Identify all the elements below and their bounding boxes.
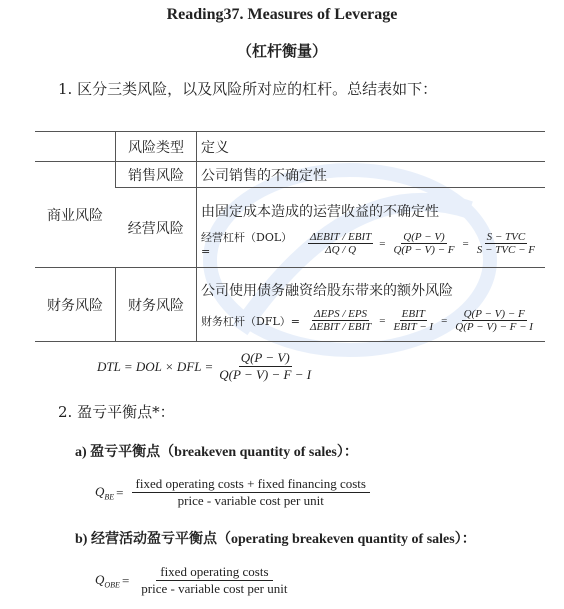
qobe-num: fixed operating costs	[156, 564, 272, 581]
dfl-f3-num: Q(P − V) − F	[463, 308, 525, 320]
financial-risk-type-cell: 财务风险	[116, 268, 197, 342]
business-risk-cell: 商业风险	[35, 162, 116, 268]
subheading-a-en: breakeven quantity of sales	[174, 445, 337, 460]
dfl-fraction-3	[453, 308, 535, 333]
qobe-symbol	[95, 572, 120, 590]
dtl-formula	[97, 350, 317, 383]
dfl-formula	[201, 308, 541, 333]
equals-sign: =	[462, 237, 469, 250]
table-cell-empty	[35, 132, 116, 162]
dfl-fraction-2	[391, 308, 435, 333]
dol-f3-den: S − TVC − F	[476, 244, 535, 256]
dfl-f1-den: ΔEBIT / EBIT	[309, 321, 372, 333]
dol-f2-num: Q(P − V)	[403, 231, 445, 243]
dol-fraction-3	[475, 231, 537, 256]
operating-definition-cell	[197, 188, 546, 268]
equals-sign: =	[441, 314, 448, 327]
qbe-sub: BE	[104, 492, 115, 502]
subheading-a-end: ）：	[336, 445, 358, 460]
dtl-lhs: DTL = DOL × DFL =	[97, 358, 214, 374]
subheading-a-zh: a) 盈亏平衡点（	[75, 445, 175, 460]
qobe-equals: =	[121, 572, 130, 588]
dol-fraction-2	[391, 231, 456, 256]
qobe-formula	[95, 564, 291, 597]
section-1-heading: 1. 区分三类风险，以及风险所对应的杠杆。总结表如下：	[58, 80, 438, 98]
equals-sign: =	[379, 314, 386, 327]
dol-f1-num: ΔEBIT / EBIT	[309, 231, 372, 243]
financial-definition-text: 公司使用债务融资给股东带来的额外风险	[201, 283, 453, 299]
table-row	[35, 268, 545, 342]
financial-definition-cell	[197, 268, 546, 342]
dfl-f2-den: EBIT − I	[393, 321, 434, 333]
qbe-equals: =	[116, 484, 124, 500]
qbe-fraction	[132, 476, 370, 509]
dfl-fraction-1	[308, 308, 373, 333]
operating-risk-cell: 经营风险	[116, 188, 197, 268]
section-2-heading: 2. 盈亏平衡点*：	[58, 403, 175, 421]
header-risk-type: 风险类型	[116, 132, 197, 162]
document-subtitle: （杠杆衡量）	[236, 42, 327, 60]
qbe-symbol	[95, 484, 114, 502]
subheading-a	[75, 441, 358, 461]
qobe-fraction	[137, 564, 291, 597]
dtl-fraction	[217, 350, 313, 383]
risk-leverage-table	[35, 131, 545, 342]
dfl-f1-num: ΔEPS / EPS	[314, 308, 368, 320]
subheading-b-zh: b) 经营活动盈亏平衡点（	[75, 532, 231, 547]
dol-label: 经营杠杆（DOL）=	[201, 231, 293, 258]
dol-formula	[201, 229, 541, 258]
dfl-f2-num: EBIT	[401, 308, 425, 320]
sales-risk-cell: 销售风险	[116, 162, 197, 188]
table-row	[35, 162, 545, 188]
qbe-q: Q	[95, 483, 105, 499]
qobe-den: price - variable cost per unit	[141, 581, 288, 596]
subheading-b	[75, 528, 476, 548]
qbe-den: price - variable cost per unit	[177, 493, 324, 508]
dol-f1-den: ΔQ / Q	[325, 244, 357, 256]
document-title: Reading37. Measures of Leverage	[166, 6, 398, 23]
header-definition: 定义	[197, 132, 546, 162]
table-header-row	[35, 132, 545, 162]
dtl-num: Q(P − V)	[240, 350, 290, 365]
qobe-q: Q	[95, 571, 105, 587]
subheading-b-end: ）：	[454, 532, 476, 547]
dol-f2-den: Q(P − V) − F	[393, 244, 455, 256]
qbe-formula	[95, 476, 370, 509]
qbe-num: fixed operating costs + fixed financing costs	[132, 476, 370, 493]
qobe-sub: OBE	[104, 580, 120, 590]
sales-definition-cell: 公司销售的不确定性	[197, 162, 546, 188]
financial-risk-cell: 财务风险	[35, 268, 116, 342]
dfl-label: 财务杠杆（DFL）=	[201, 314, 300, 328]
dfl-f3-den: Q(P − V) − F − I	[455, 321, 533, 333]
subheading-b-en: operating breakeven quantity of sales	[230, 532, 455, 547]
dtl-den: Q(P − V) − F − I	[219, 367, 312, 382]
dol-fraction-1	[308, 231, 373, 256]
dol-f3-num: S − TVC	[486, 231, 526, 243]
equals-sign: =	[379, 237, 386, 250]
operating-definition-text: 由固定成本造成的运营收益的不确定性	[201, 204, 439, 220]
